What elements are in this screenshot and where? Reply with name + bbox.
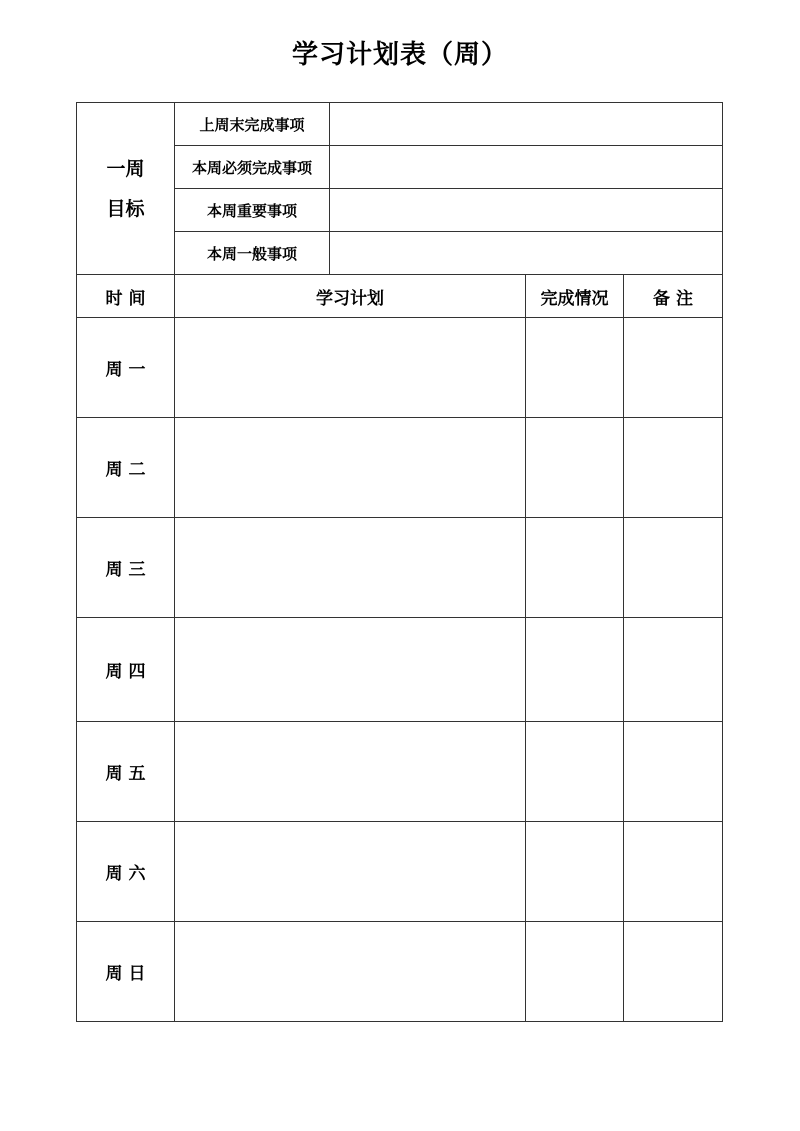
day-label-friday: 周 五 — [77, 722, 175, 822]
weekly-goals-header-line2: 目标 — [106, 197, 145, 220]
day-row — [77, 418, 723, 518]
day-status-cell[interactable] — [526, 822, 624, 922]
goal-field-must-complete[interactable] — [330, 146, 723, 189]
day-status-cell[interactable] — [526, 618, 624, 722]
goal-field-last-weekend[interactable] — [330, 103, 723, 146]
day-status-cell[interactable] — [526, 922, 624, 1022]
day-notes-cell[interactable] — [624, 822, 723, 922]
column-header-notes: 备 注 — [624, 275, 723, 318]
day-plan-cell[interactable] — [175, 318, 526, 418]
goal-label-important: 本周重要事项 — [175, 189, 330, 232]
day-plan-cell[interactable] — [175, 518, 526, 618]
day-status-cell[interactable] — [526, 318, 624, 418]
day-row — [77, 822, 723, 922]
column-header-status: 完成情况 — [526, 275, 624, 318]
day-label-wednesday: 周 三 — [77, 518, 175, 618]
day-plan-cell[interactable] — [175, 618, 526, 722]
day-row — [77, 518, 723, 618]
day-label-sunday: 周 日 — [77, 922, 175, 1022]
day-status-cell[interactable] — [526, 418, 624, 518]
goal-label-last-weekend: 上周末完成事项 — [175, 103, 330, 146]
day-row — [77, 722, 723, 822]
column-header-time: 时 间 — [77, 275, 175, 318]
weekly-plan-table — [76, 102, 723, 1022]
day-plan-cell[interactable] — [175, 722, 526, 822]
goal-label-general: 本周一般事项 — [175, 232, 330, 275]
day-notes-cell[interactable] — [624, 722, 723, 822]
day-notes-cell[interactable] — [624, 518, 723, 618]
day-label-saturday: 周 六 — [77, 822, 175, 922]
goal-row — [77, 103, 723, 146]
day-label-thursday: 周 四 — [77, 618, 175, 722]
weekly-goals-header — [77, 103, 175, 275]
day-status-cell[interactable] — [526, 722, 624, 822]
day-notes-cell[interactable] — [624, 318, 723, 418]
day-plan-cell[interactable] — [175, 922, 526, 1022]
day-label-monday: 周 一 — [77, 318, 175, 418]
column-header-plan: 学习计划 — [175, 275, 526, 318]
day-notes-cell[interactable] — [624, 922, 723, 1022]
day-plan-cell[interactable] — [175, 822, 526, 922]
page-title: 学习计划表（周） — [291, 40, 508, 70]
goal-field-general[interactable] — [330, 232, 723, 275]
day-row — [77, 922, 723, 1022]
goal-label-must-complete: 本周必须完成事项 — [175, 146, 330, 189]
day-notes-cell[interactable] — [624, 618, 723, 722]
column-header-row — [77, 275, 723, 318]
day-notes-cell[interactable] — [624, 418, 723, 518]
day-plan-cell[interactable] — [175, 418, 526, 518]
goal-field-important[interactable] — [330, 189, 723, 232]
day-status-cell[interactable] — [526, 518, 624, 618]
day-row — [77, 618, 723, 722]
weekly-goals-header-line1: 一周 — [106, 157, 145, 180]
day-row — [77, 318, 723, 418]
day-label-tuesday: 周 二 — [77, 418, 175, 518]
